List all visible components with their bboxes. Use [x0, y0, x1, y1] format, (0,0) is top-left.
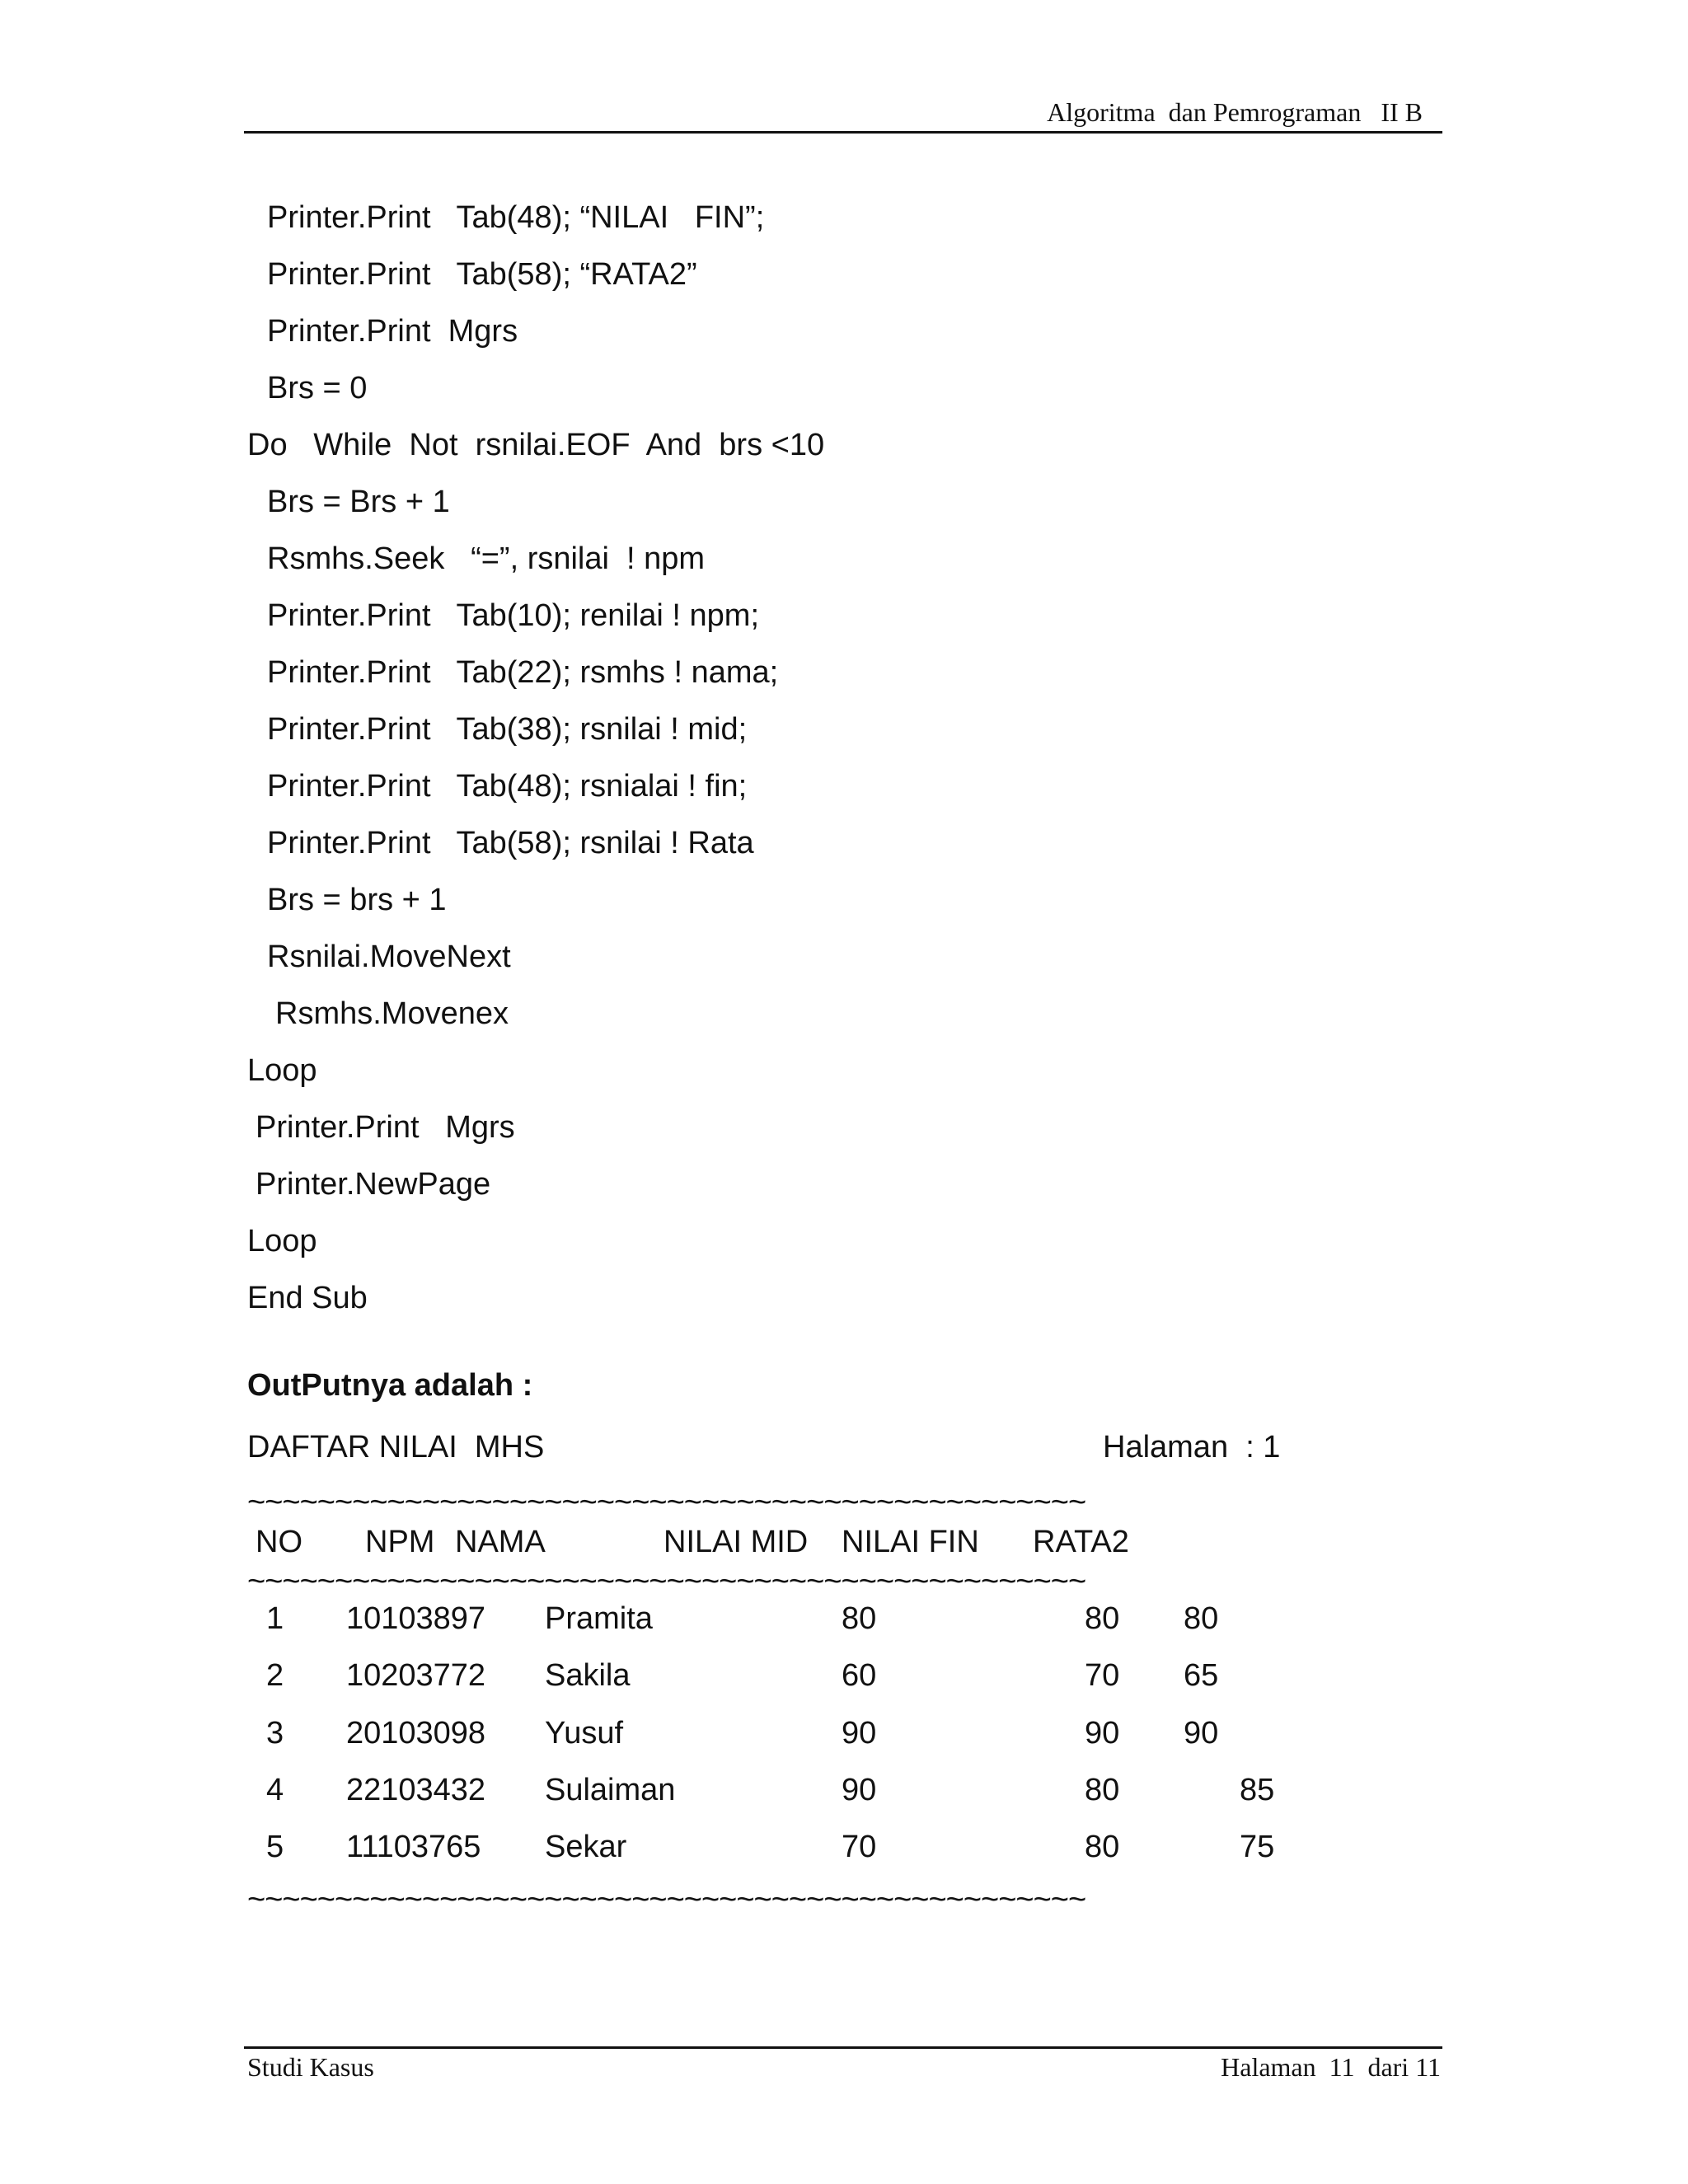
output-heading: OutPutnya adalah : — [247, 1368, 533, 1403]
column-header-nilai-fin: NILAI FIN — [842, 1525, 979, 1559]
cell-rata2: 85 — [1240, 1773, 1275, 1807]
column-header-nama: NAMA — [455, 1525, 546, 1559]
code-line: Printer.Print Tab(10); renilai ! npm; — [267, 598, 759, 633]
code-line: Loop — [247, 1224, 317, 1258]
table-row — [0, 1773, 1688, 1822]
column-header-no: NO — [256, 1525, 302, 1559]
cell-nama: Sulaiman — [545, 1773, 676, 1807]
code-line: Printer.NewPage — [256, 1167, 491, 1202]
cell-no: 1 — [266, 1601, 284, 1636]
column-header-rata2: RATA2 — [1033, 1525, 1129, 1559]
separator-line: ~~~~~~~~~~~~~~~~~~~~~~~~~~~~~~~~~~~~~~~~~~~~~~~~ — [247, 1564, 1086, 1599]
report-page-label: Halaman : 1 — [1103, 1430, 1281, 1465]
cell-nilai-mid: 70 — [842, 1830, 877, 1864]
code-line: Printer.Print Tab(58); “RATA2” — [267, 257, 697, 292]
code-line: Brs = brs + 1 — [267, 883, 447, 917]
cell-nama: Pramita — [545, 1601, 653, 1636]
cell-rata2: 80 — [1184, 1601, 1219, 1636]
cell-no: 2 — [266, 1658, 284, 1693]
code-line: Printer.Print Tab(48); rsnialai ! fin; — [267, 769, 748, 804]
table-row — [0, 1658, 1688, 1708]
cell-no: 4 — [266, 1773, 284, 1807]
code-line: Printer.Print Tab(38); rsnilai ! mid; — [267, 712, 748, 747]
code-line: Rsmhs.Movenex — [275, 996, 509, 1031]
cell-no: 3 — [266, 1716, 284, 1750]
cell-nilai-fin: 90 — [1085, 1716, 1120, 1750]
code-line: Rsnilai.MoveNext — [267, 940, 511, 974]
cell-nama: Sekar — [545, 1830, 627, 1864]
cell-rata2: 65 — [1184, 1658, 1219, 1693]
report-title: DAFTAR NILAI MHS — [247, 1430, 545, 1465]
code-line: Brs = 0 — [267, 371, 368, 405]
code-line: Rsmhs.Seek “=”, rsnilai ! npm — [267, 541, 706, 576]
column-header-nilai-mid: NILAI MID — [663, 1525, 809, 1559]
table-row — [0, 1716, 1688, 1765]
cell-nilai-fin: 80 — [1085, 1773, 1120, 1807]
cell-npm: 11103765 — [346, 1830, 481, 1864]
table-row — [0, 1601, 1688, 1651]
footer-rule — [244, 2046, 1442, 2049]
code-line: Printer.Print Tab(22); rsmhs ! nama; — [267, 655, 779, 690]
code-line: Printer.Print Tab(58); rsnilai ! Rata — [267, 826, 754, 860]
cell-npm: 20103098 — [346, 1716, 486, 1750]
code-line: End Sub — [247, 1281, 368, 1315]
code-listing — [247, 196, 1401, 1333]
cell-nama: Sakila — [545, 1658, 631, 1693]
footer-page-number: Halaman 11 dari 11 — [1221, 2052, 1441, 2082]
code-line: Printer.Print Tab(48); “NILAI FIN”; — [267, 200, 765, 235]
cell-npm: 22103432 — [346, 1773, 486, 1807]
cell-nilai-mid: 80 — [842, 1601, 877, 1636]
cell-nama: Yusuf — [545, 1716, 624, 1750]
cell-rata2: 75 — [1240, 1830, 1275, 1864]
cell-npm: 10103897 — [346, 1601, 486, 1636]
footer-section-label: Studi Kasus — [247, 2052, 374, 2082]
table-row — [0, 1830, 1688, 1879]
separator-line: ~~~~~~~~~~~~~~~~~~~~~~~~~~~~~~~~~~~~~~~~~~~~~~~~ — [247, 1485, 1086, 1520]
code-line: Printer.Print Mgrs — [267, 314, 518, 349]
cell-nilai-mid: 60 — [842, 1658, 877, 1693]
code-line: Printer.Print Mgrs — [256, 1110, 515, 1145]
cell-nilai-mid: 90 — [842, 1773, 877, 1807]
cell-npm: 10203772 — [346, 1658, 486, 1693]
column-header-npm: NPM — [365, 1525, 435, 1559]
cell-rata2: 90 — [1184, 1716, 1219, 1750]
code-line: Brs = Brs + 1 — [267, 485, 450, 519]
cell-nilai-fin: 80 — [1085, 1601, 1120, 1636]
header-rule — [244, 131, 1442, 134]
separator-line: ~~~~~~~~~~~~~~~~~~~~~~~~~~~~~~~~~~~~~~~~~~~~~~~~ — [247, 1882, 1086, 1917]
cell-no: 5 — [266, 1830, 284, 1864]
cell-nilai-mid: 90 — [842, 1716, 877, 1750]
running-header: Algoritma dan Pemrograman II B — [1047, 97, 1423, 127]
cell-nilai-fin: 70 — [1085, 1658, 1120, 1693]
code-line: Do While Not rsnilai.EOF And brs <10 — [247, 428, 825, 462]
code-line: Loop — [247, 1053, 317, 1088]
cell-nilai-fin: 80 — [1085, 1830, 1120, 1864]
